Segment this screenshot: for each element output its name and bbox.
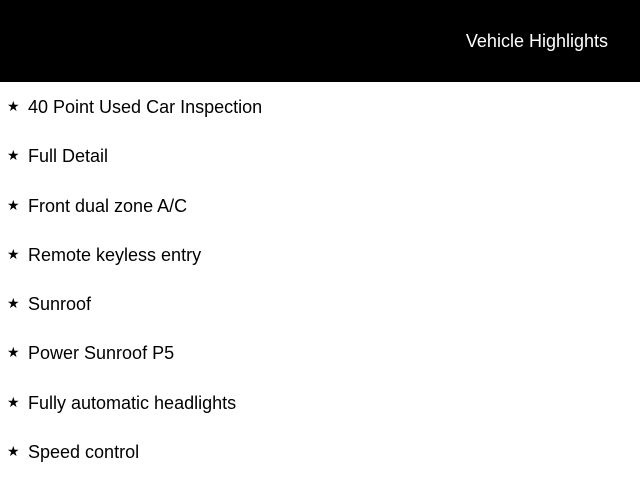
star-icon: ★: [7, 147, 20, 164]
highlights-list: [0, 82, 640, 476]
list-item: [0, 82, 640, 131]
star-icon: ★: [7, 344, 20, 361]
highlight-label: Fully automatic headlights: [28, 392, 237, 413]
highlight-label: Speed control: [28, 442, 140, 463]
list-item: [0, 230, 640, 279]
star-icon: ★: [7, 196, 20, 213]
star-icon: ★: [7, 98, 20, 114]
list-item: [0, 427, 640, 476]
highlight-label: Full Detail: [28, 146, 109, 167]
list-item: [0, 131, 640, 180]
list-item: [0, 378, 640, 427]
highlight-label: Power Sunroof P5: [28, 343, 175, 364]
highlight-label: Sunroof: [28, 294, 92, 315]
list-item: [0, 279, 640, 328]
highlight-label: 40 Point Used Car Inspection: [28, 97, 263, 117]
star-icon: ★: [7, 443, 20, 460]
header-title: Vehicle Highlights: [465, 31, 608, 51]
highlight-label: Remote keyless entry: [28, 244, 202, 265]
star-icon: ★: [7, 393, 20, 410]
list-item: [0, 328, 640, 377]
star-icon: ★: [7, 245, 20, 262]
star-icon: ★: [7, 295, 20, 312]
highlight-label: Front dual zone A/C: [28, 195, 188, 216]
vehicle-highlights-header: [0, 0, 640, 82]
list-item: [0, 181, 640, 230]
